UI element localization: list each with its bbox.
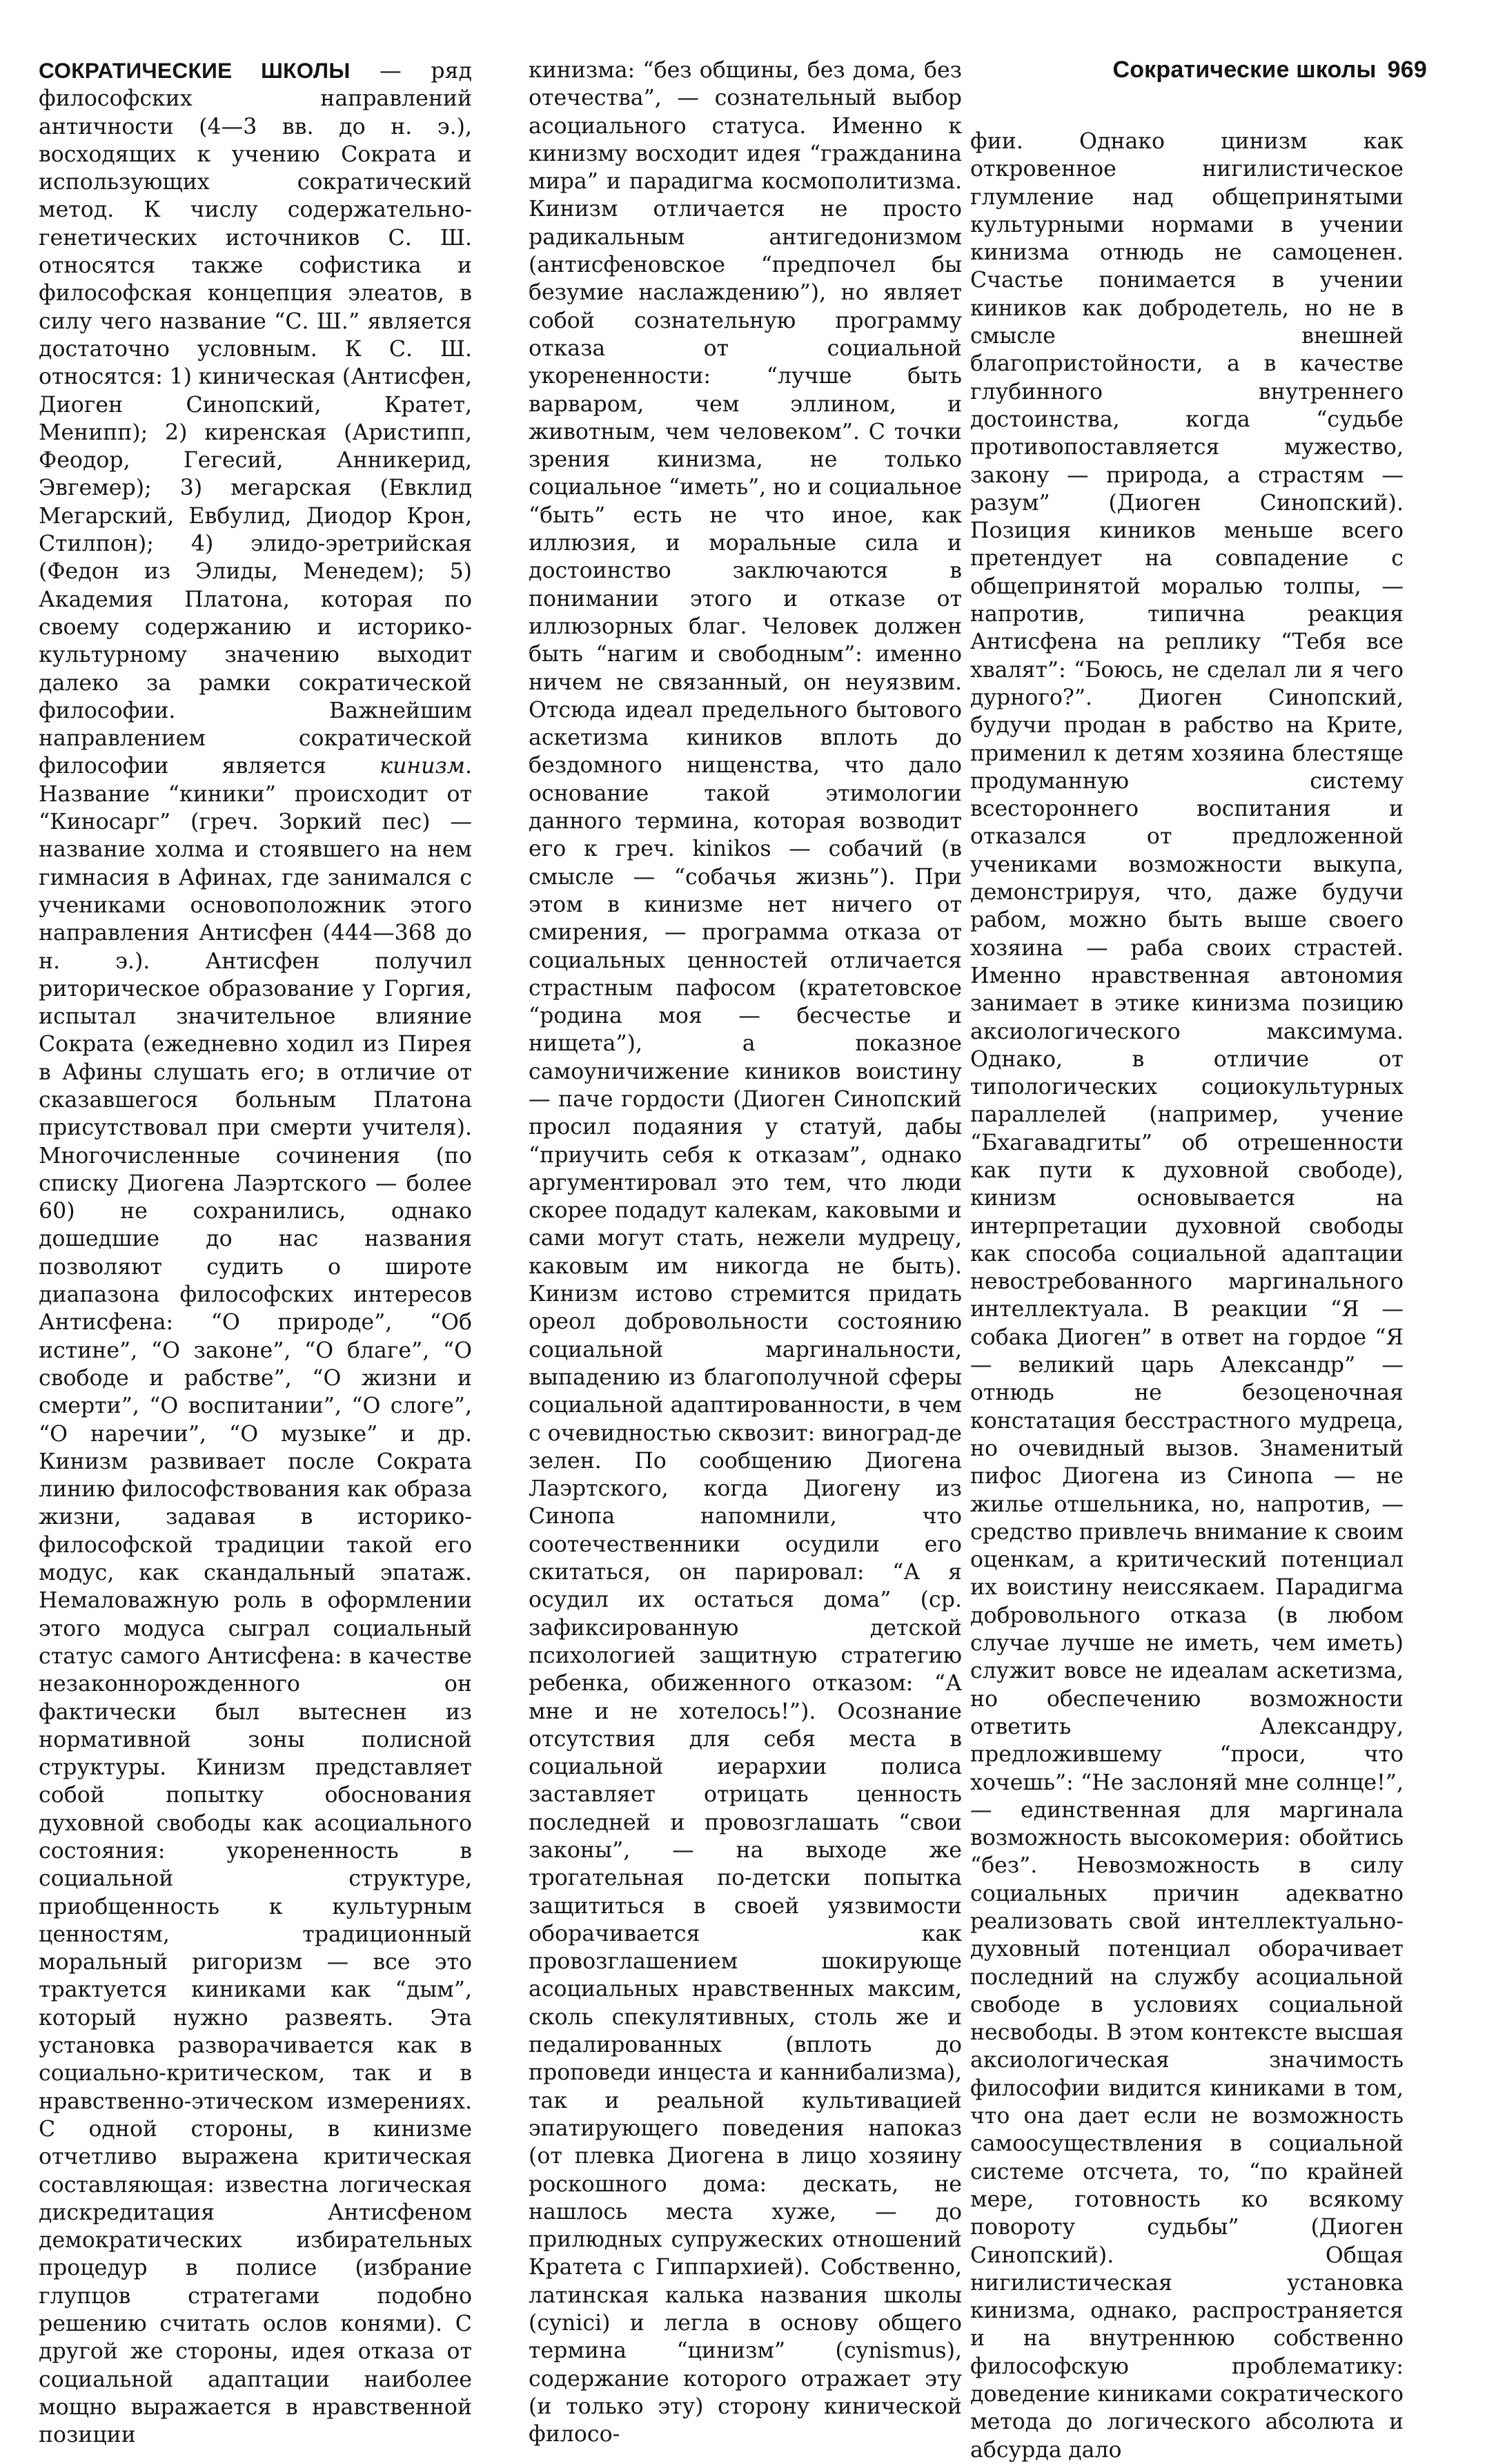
page-number: 969 bbox=[1387, 57, 1427, 83]
text-column-3 bbox=[970, 128, 1404, 2464]
text-column-2 bbox=[529, 57, 962, 2449]
entry-term: СОКРАТИЧЕСКИЕ ШКОЛЫ bbox=[39, 58, 351, 83]
entry-paragraph bbox=[39, 57, 472, 2450]
running-header bbox=[1112, 57, 1427, 84]
italic-term: кинизм bbox=[380, 754, 465, 779]
entry-text-part-b: . Название “киники” происходит от “Киносарг” (греч. Зоркий пес) — название холма и стоявшего на нем гимнасия в Афинах, где занимался с учениками основоположник этого направления Антисфен (444—368 до н. э.). Антисфен получил риторическое образование у Горгия, испытал значительное влияние Сократа (ежедневно ходил из Пирея в Афины слушать его; в отличие от сказавшегося больным Платона присутствовал при смерти учителя). Многочисленные сочинения (по списку Диогена Лаэртского — более 60) не сохранились, однако дошедшие до нас названия позволяют судить о широте диапазона философских интересов Антисфена: “О природе”, “Об истине”, “О законе”, “О благе”, “О свободе и рабстве”, “О жизни и смерти”, “О воспитании”, “О слоге”, “О наречии”, “О музыке” и др. Кинизм развивает после Сократа линию философствования как образа жизни, задавая в историко-философской традиции такой его модус, как скандальный эпатаж. Немаловажную роль в оформлении этого модуса сыграл социальный статус самого Антисфена: в качестве незаконнорожденного он фактически был вытеснен из нормативной зоны полисной структуры. Кинизм представляет собой попытку обоснования духовной свободы как асоциального состояния: укорененность в социальной структуре, приобщенность к культурным ценностям, традиционный моральный ригоризм — все это трактуется киниками как “дым”, который нужно развеять. Эта установка разворачивается как в социально-критическом, так и в нравственно-этическом измерениях. С одной стороны, в кинизме отчетливо выражена критическая составляющая: известна логическая дискредитация Антисфеном демократических избирательных процедур в полисе (избрание глупцов стратегами подобно решению считать ослов конями). С другой же стороны, идея отказа от социальной адаптации наиболее мощно выражается в нравственной позиции bbox=[39, 754, 472, 2448]
column-3-text: фии. Однако цинизм как откровенное нигилистическое глумление над общепринятыми культурными нормами в учении кинизма отнюдь не самоценен. Счастье понимается в учении киников как добродетель, но не в смысле внешней благопристойности, а в качестве глубинного внутреннего достоинства, когда “судьбе противопоставляется мужество, закону — природа, а страстям — разум” (Диоген Синопский). Позиция киников меньше всего претендует на совпадение с общепринятой моралью толпы, — напротив, типична реакция Антисфена на реплику “Тебя все хвалят”: “Боюсь, не сделал ли я чего дурного?”. Диоген Синопский, будучи продан в рабство на Крите, применил к детям хозяина блестяще продуманную систему всестороннего воспитания и отказался от предложенной учениками возможности выкупа, демонстрируя, что, даже будучи рабом, можно быть выше своего хозяина — раба своих страстей. Именно нравственная автономия занимает в этике кинизма позицию аксиологического максимума. Однако, в отличие от типологических социокультурных параллелей (например, учение “Бхагавадгиты” об отрешенности как пути к духовной свободе), кинизм основывается на интерпретации духовной свободы как способа социальной адаптации невостребованного маргинального интеллектуала. В реакции “Я — собака Диоген” в ответ на гордое “Я — великий царь Александр” — отнюдь не безоценочная констатация бесстрастного мудреца, но очевидный вызов. Знаменитый пифос Диогена из Синопа — не жилье отшельника, но, напротив, — средство привлечь внимание к своим оценкам, а критический потенциал их воистину неиссякаем. Парадигма добровольного отказа (в любом случае лучше не иметь, чем иметь) служит вовсе не идеалам аскетизма, но обеспечению возможности ответить Александру, предложившему “проси, что хочешь”: “Не заслоняй мне солнце!”, — единственная для маргинала возможность высокомерия: обойтись “без”. Невозможность в силу социальных причин адекватно реализовать свой интеллектуально-духовный потенциал оборачивает последний на службу асоциальной свободе в условиях социальной несвободы. В этом контексте высшая аксиологическая значимость философии видится киниками в том, что она дает если не возможность самоосуществления в социальной системе отсчета, то, “по крайней мере, готовность ко всякому повороту судьбы” (Диоген Синопский). Общая нигилистическая установка кинизма, однако, распространяется и на внутреннюю собственно философскую проблематику: доведение киниками сократического метода до логического абсолюта и абсурда дало bbox=[970, 129, 1404, 2463]
entry-text-part-a: — ряд философских направлений античности (4—3 вв. до н. э.), восходящих к учению Сократа и использующих сократический метод. К числу содержательно-генетических источников С. Ш. относятся также софистика и философская концепция элеатов, в силу чего название “С. Ш.” является достаточно условным. К С. Ш. относятся: 1) киническая (Антисфен, Диоген Синопский, Кратет, Менипп); 2) киренская (Аристипп, Феодор, Гегесий, Анникерид, Эвгемер); 3) мегарская (Евклид Мегарский, Евбулид, Диодор Крон, Стилпон); 4) элидо-эретрийская (Федон из Элиды, Менедем); 5) Академия Платона, которая по своему содержанию и историко-культурному значению выходит далеко за рамки сократической философии. Важнейшим направлением сократической философии является bbox=[39, 59, 472, 779]
column-2-text: кинизма: “без общины, без дома, без отечества”, — сознательный выбор асоциального статуса. Именно к кинизму восходит идея “гражданина мира” и парадигма космополитизма. Кинизм отличается не просто радикальным антигедонизмом (антисфеновское “предпочел бы безумие наслаждению”), но являет собой сознательную программу отказа от социальной укорененности: “лучше быть варваром, чем эллином, и животным, чем человеком”. С точки зрения кинизма, не только социальное “иметь”, но и социальное “быть” есть не что иное, как иллюзия, и моральные сила и достоинство заключаются в понимании этого и отказе от иллюзорных благ. Человек должен быть “нагим и свободным”: именно ничем не связанный, он неуязвим. Отсюда идеал предельного бытового аскетизма киников вплоть до бездомного нищенства, что дало основание такой этимологии данного термина, которая возводит его к греч. kinikos — собачий (в смысле — “собачья жизнь”). При этом в кинизме нет ничего от смирения, — программа отказа от социальных ценностей отличается страстным пафосом (кратетовское “родина моя — бесчестье и нищета”), а показное самоуничижение киников воистину — паче гордости (Диоген Синопский просил подаяния у статуй, дабы “приучить себя к отказам”, однако аргументировал это тем, что люди скорее подадут калекам, каковыми и сами могут стать, нежели мудрецу, каковым им никогда не быть). Кинизм истово стремится придать ореол добровольности состоянию социальной маргинальности, выпадению из благополучной сферы социальной адаптированности, в чем с очевидностью сквозит: виноград-де зелен. По сообщению Диогена Лаэртского, когда Диогену из Синопа напомнили, что соотечественники осудили его скитаться, он парировал: “А я осудил их остаться дома” (ср. зафиксированную детской психологией защитную стратегию ребенка, обиженного отказом: “А мне и не хотелось!”). Осознание отсутствия для себя места в социальной иерархии полиса заставляет отрицать ценность последней и провозглашать “свои законы”, — на выходе же трогательная по-детски попытка защититься в своей уязвимости оборачивается как провозглашением шокирующе асоциальных нравственных максим, сколь спекулятивных, столь же и педалированных (вплоть до проповеди инцеста и каннибализма), так и реальной культивацией эпатирующего поведения напоказ (от плевка Диогена в лицо хозяину роскошного дома: дескать, не нашлось места хуже, — до прилюдных супружеских отношений Кратета с Гиппархией). Собственно, латинская калька названия школы (cynici) и легла в основу общего термина “цинизм” (cynismus), содержание которого отражает эту (и только эту) сторону кинической филосо- bbox=[529, 58, 962, 2447]
running-title: Сократические школы bbox=[1112, 57, 1377, 83]
text-column-1 bbox=[39, 57, 472, 2450]
